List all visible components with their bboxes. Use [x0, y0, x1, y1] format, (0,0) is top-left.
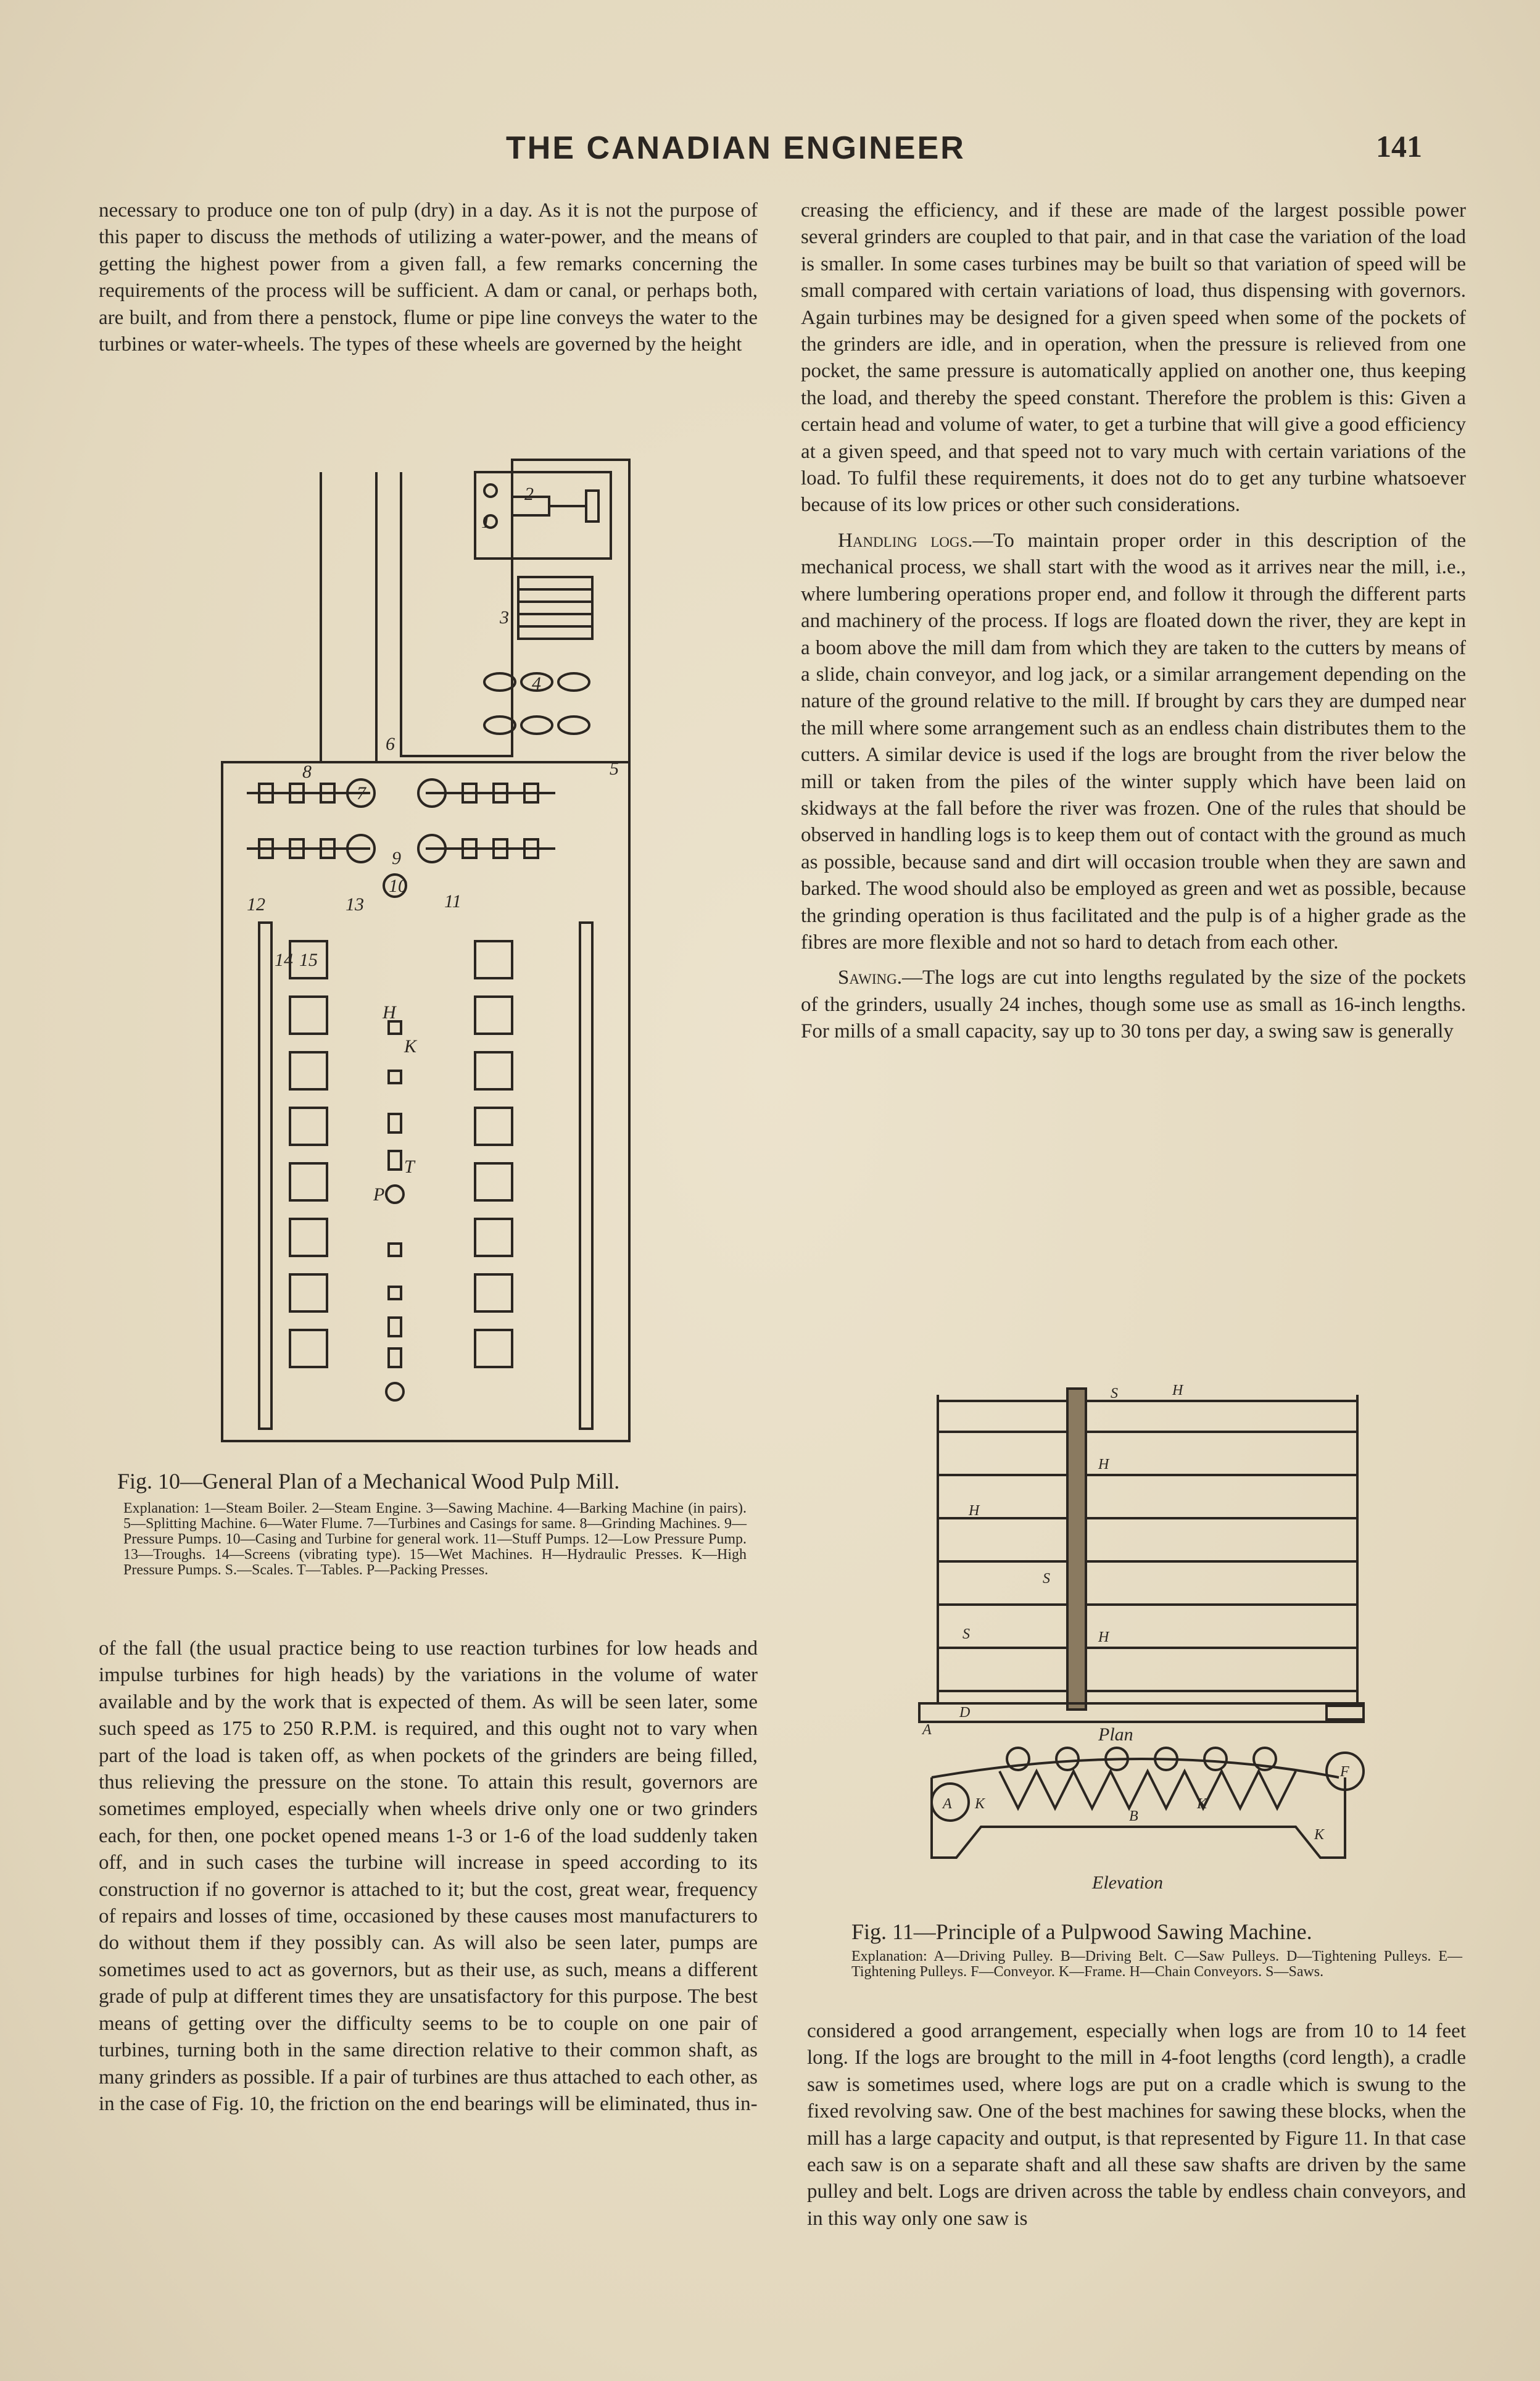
plan-label-9: 9	[392, 848, 401, 868]
right-column-top	[801, 197, 1466, 1045]
figure-10-explanation: Explanation: 1—Steam Boiler. 2—Steam Engine. 3—Sawing Machine. 4—Barking Machine (in pairs). 5—Splitting Machine. 6—Water Flume. 7—Turbines and Casings for same. 8—Grinding Machines. 9—Pressure Pumps. 10—Casing and Turbine for general work. 11—Stuff Pumps. 12—Low Pressure Pump. 13—Troughs. 14—Screens (vibrating type). 15—Wet Machines. H—Hydraulic Presses. K—High Pressure Pumps. S.—Scales. T—Tables. P—Packing Presses.	[123, 1500, 747, 1578]
figure-11-sawing-machine	[913, 1376, 1382, 1907]
plan-label-12: 12	[247, 894, 265, 915]
page-number: 141	[1376, 129, 1422, 164]
plan-view-label: Plan	[1098, 1724, 1133, 1745]
fig11-label-K-3: K	[1314, 1827, 1325, 1843]
plan-label-K: K	[404, 1036, 417, 1057]
fig11-label-B: B	[1129, 1808, 1138, 1824]
plan-label-14: 14	[275, 950, 293, 970]
running-header: THE CANADIAN ENGINEER	[506, 130, 966, 166]
plan-label-2: 2	[524, 484, 534, 504]
heading-handling-logs: Handling logs.	[838, 529, 973, 552]
fig11-label-A: A	[943, 1796, 952, 1812]
fig11-label-K-2: K	[1197, 1796, 1207, 1812]
sawing-machine-drawing	[913, 1376, 1382, 1907]
plan-label-3: 3	[500, 607, 509, 628]
paragraph-sawing: Sawing.—The logs are cut into lengths regulated by the size of the pockets of the grinders, usually 24 inches, though some use as small as 16-inch lengths. For mills of a small capacity, say up to 30 tons per day, a swing saw is generally	[801, 966, 1466, 1043]
plan-label-1: 1	[481, 512, 491, 532]
plan-label-13: 13	[346, 894, 364, 915]
plan-label-5: 5	[610, 758, 619, 779]
plan-label-15: 15	[299, 950, 318, 970]
right-column-bottom	[807, 2018, 1466, 2232]
plan-label-11: 11	[444, 891, 462, 912]
fig11-label-H-3: H	[969, 1503, 980, 1519]
plan-label-8: 8	[302, 762, 312, 782]
fig11-label-H-4: H	[1098, 1629, 1109, 1645]
fig11-label-H-2: H	[1098, 1456, 1109, 1473]
fig11-label-S-2: S	[1043, 1571, 1050, 1587]
heading-sawing: Sawing.	[838, 966, 902, 989]
fig11-label-K-1: K	[975, 1796, 985, 1812]
paragraph-right-bottom: considered a good arrangement, especially when logs are from 10 to 14 feet long. If the logs are brought to the mill in 4-foot lengths (cord length), a cradle saw is sometimes used, where logs are put on a cradle which is swung to the fixed revolving saw. One of the best machines for sawing these blocks, when the mill has a large capacity and output, is that represented by Figure 11. In that case each saw is on a separate shaft and all these saw shafts are driven by the same pulley and belt. Logs are driven across the table by endless chain conveyors, and in this way only one saw is	[807, 2020, 1466, 2230]
plan-label-H: H	[383, 1002, 396, 1023]
paragraph-right-intro: creasing the efficiency, and if these are made of the largest possible power several grinders are coupled to that pair, and in that case the variation of the load is smaller. In some cases turbines may be built so that variation of speed will be small compared with certain variations of load, thus dispensing with governors. Again turbines may be designed for a given speed when some of the pockets of the grinders are idle, and in operation, when the pressure is relieved from one pocket, the same pressure is automatically applied on another one, thus keeping the load, and thereby the speed constant. Therefore the problem is this: Given a certain head and volume of water, to get a turbine that will give a good efficiency at a given speed, and that speed not to vary much with certain variations of the load. To fulfil these requirements, it does not do to get any turbine whatsoever because of its low prices or other such considerations.	[801, 199, 1466, 517]
figure-10-caption: Fig. 10—General Plan of a Mechanical Wood Pulp Mill.	[117, 1469, 620, 1494]
plan-label-P: P	[373, 1184, 385, 1205]
fig11-label-F: F	[1340, 1764, 1349, 1780]
paragraph-left-bottom: of the fall (the usual practice being to use reaction turbines for low heads and impulse turbines for high heads) by the variations in the volume of water available and by the work that is expected of them. As will be seen later, some such speed as 175 to 250 R.P.M. is required, and this ought not to vary when part of the load is taken off, as when pockets of the grinders are being filled, thus relieving the pressure on the stone. To attain this result, governors are sometimes employed, especially when wheels drive only one or two grinders each, for then, one pocket opened means 1-3 or 1-6 of the load suddenly taken off, and in such cases the turbine will increase in speed according to its construction if no governor is attached to it; but the cost, great wear, frequency of repairs and losses of time, occasioned by these causes most manufacturers to do without them if they possibly can. As will also be seen later, pumps are sometimes used to act as governors, but as their use, as such, means a different grade of pulp at different times they are unsatisfactory for this purpose. The best means of getting over the difficulty seems to be to couple on one pair of turbines, turning both in the same direction relative to their common shaft, as many grinders as possible. If a pair of turbines are thus attached to each other, as in the case of Fig. 10, the friction on the end bearings will be eliminated, thus in-	[99, 1637, 758, 2115]
elevation-view-label: Elevation	[1092, 1872, 1163, 1893]
fig11-label-H-1: H	[1172, 1382, 1183, 1398]
figure-11-caption: Fig. 11—Principle of a Pulpwood Sawing Machine.	[851, 1919, 1312, 1944]
left-column-bottom	[99, 1635, 758, 2117]
plan-label-7: 7	[357, 783, 366, 804]
plan-label-6: 6	[386, 734, 395, 754]
figure-10-mill-plan	[210, 454, 642, 1466]
fig11-label-S-1: S	[1111, 1386, 1118, 1402]
paragraph-handling-logs: Handling logs.—To maintain proper order in this description of the mechanical process, we shall start with the wood as it arrives near the mill, i.e., where lumbering operations proper end, and follow it through the different parts and machinery of the process. If logs are floated down the river, they are kept in a boom above the mill dam from which they are taken to the cutters by means of a slide, chain conveyor, and log jack, or a similar arrangement depending on the nature of the ground relative to the mill. If brought by cars they are dumped near the mill where some arrangement such as an endless chain distributes them to the cutters. A similar device is used if the logs are brought from the river below the mill or taken from the piles of the winter supply which have been laid on skidways at the fall before the river was frozen. One of the rules that should be observed in handling logs is to keep them out of contact with the ground as much as possible, because sand and dirt will occasion trouble when they are sawn and barked. The wood should also be employed as green and wet as possible, because the grinding operation is thus facilitated and the pulp is of a higher grade as the fibres are more flexible and not so hard to detach from each other.	[801, 529, 1466, 954]
fig11-label-D: D	[959, 1705, 971, 1721]
plan-label-4: 4	[532, 673, 541, 694]
plan-label-T: T	[404, 1157, 415, 1177]
fig11-label-S-3: S	[962, 1626, 970, 1642]
plan-label-10: 10	[389, 876, 407, 896]
mill-plan-drawing	[210, 454, 642, 1466]
left-column-top	[99, 197, 758, 358]
paragraph-left-top: necessary to produce one ton of pulp (dry) in a day. As it is not the purpose of this paper to discuss the methods of utilizing a water-power, and the means of getting the highest power from a given fall, a few remarks concerning the requirements of the process will be sufficient. A dam or canal, or perhaps both, are built, and from there a penstock, flume or pipe line conveys the water to the turbines or water-wheels. The types of these wheels are governed by the height	[99, 199, 758, 356]
fig11-label-A-plan: A	[922, 1722, 932, 1738]
figure-11-explanation: Explanation: A—Driving Pulley. B—Driving Belt. C—Saw Pulleys. D—Tightening Pulleys. E—Tightening Pulleys. F—Conveyor. K—Frame. H—Chain Conveyors. S—Saws.	[851, 1948, 1462, 1980]
